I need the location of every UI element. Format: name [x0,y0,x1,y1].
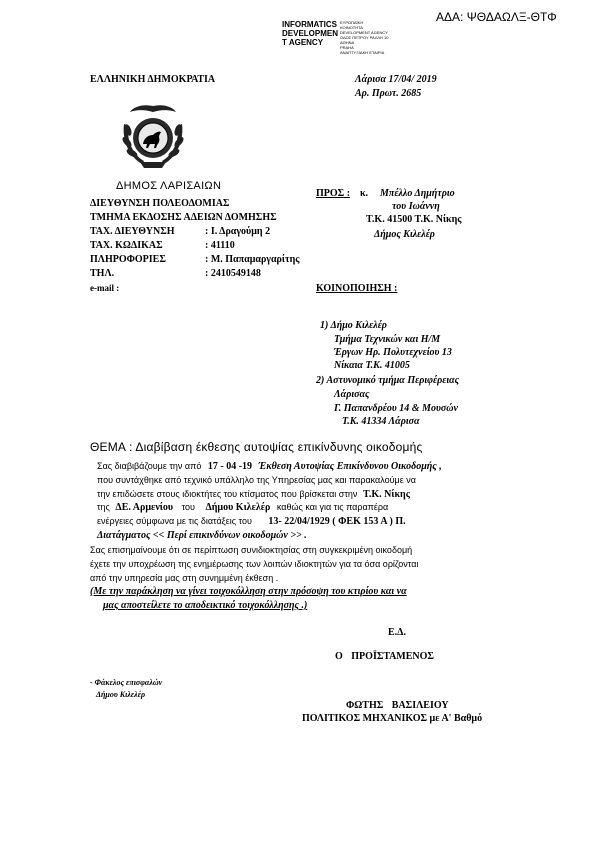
municipality-name: ΔΗΜΟΣ ΛΑΡΙΣΑΙΩΝ [116,180,222,192]
stamp-line: DEVELOPMEN [282,29,339,38]
municipality-logo [120,104,186,178]
cc-line: Νίκαια Τ.Κ. 41005 [334,360,410,371]
stamp-line: ΕΥΡΩΠΑΪΚΗ [340,20,364,25]
body-line-2: που συντάχθηκε από τεχνικό υπάλληλο της Υπηρεσίας μας και παρακαλούμε να [97,475,416,485]
cc-line: 2) Αστυνομικό τμήμα Περιφέρειας [316,375,460,386]
sender-label: ΤΗΛ. [90,268,115,279]
sender-label: ΤΑΧ. ΚΩΔΙΚΑΣ [90,240,163,251]
body-line-4 [97,502,388,513]
ada-code: ΑΔΑ: ΨΘΔΑΩΛΞ-ΘΤΦ [436,10,557,24]
body-report-title: Έκθεση Αυτοψίας Επικίνδυνου Οικοδομής , [258,461,442,472]
protocol-number: Αρ. Πρωτ. 2685 [355,88,422,99]
subject-line: ΘΕΜΑ : Διαβίβαση έκθεσης αυτοψίας επικίνδυνης οικοδομής [90,440,423,454]
sender-value: : Μ. Παπαμαργαρίτης [205,254,300,265]
republic-heading: ΕΛΛΗΝΙΚΗ ΔΗΜΟΚΡΑΤΙΑ [90,74,216,85]
stamp-line: ΟΔΟΣ ΠΕΤΡΟΥ ΡΑΛΛΗ 10 [340,35,389,40]
cc-line: 1) Δήμο Κιλελέρ [320,320,387,331]
stamp-right [340,20,389,55]
cc-line: Γ. Παπανδρέου 14 & Μουσών [334,403,458,414]
stamp-line: PRAHA [340,45,354,50]
body-line-8: έχετε την υποχρέωση της ενημέρωσης των λοιπών ιδιοκτητών για τα όσα ορίζονται [90,559,419,569]
body-decree: 13- 22/04/1929 ( ΦΕΚ 153 Α ) Π. [268,516,406,527]
sender-value: : 2410549148 [205,268,261,279]
recipient-prefix: κ. [360,188,369,199]
cc-line: Τμήμα Τεχνικών και Η/Μ [334,334,441,345]
cc-label: ΚΟΙΝΟΠΟΙΗΣΗ : [316,283,398,294]
body-line-3 [97,489,410,500]
stamp-line: ΚΟΙΝΟΤΗΤΑ [340,25,363,30]
body-request-1: (Με την παράκληση να γίνει τοιχοκόλληση στην πρόσοψη του κτιρίου και να [90,586,407,597]
stamp-line: T AGENCY [282,38,324,47]
directorate: ΔΙΕΥΘΥΝΣΗ ΠΟΛΕΟΔΟΜΙΑΣ [90,198,230,209]
cc-line: Λάρισας [334,389,370,400]
body-line-7: Σας επισημαίνουμε ότι σε περίπτωση συνιδιοκτησίας στη συγκεκριμένη οικοδομή [90,545,413,555]
cc-line: Τ.Κ. 41334 Λάρισα [342,416,420,427]
body-request-2: μας αποστείλετε το αποδεικτικό τοιχοκόλλησης .) [103,600,308,611]
stamp-line: INFORMATICS [282,20,337,29]
recipient-line: του Ιωάννη [392,201,440,212]
closing-ed: Ε.Δ. [388,627,406,638]
department: ΤΜΗΜΑ ΕΚΔΟΣΗΣ ΑΔΕΙΩΝ ΔΟΜΗΣΗΣ [90,212,277,223]
body-date: 17 - 04 -19 [207,461,253,472]
signatory-role: ΠΟΛΙΤΙΚΟΣ ΜΗΧΑΝΙΚΟΣ με Α' Βαθμό [302,713,483,724]
body-line-1 [97,461,442,472]
body-text: ενέργειες σύμφωνα με τις διατάξεις του [97,516,252,526]
sender-label: ΠΛΗΡΟΦΟΡΙΕΣ [90,254,166,265]
stamp-line: DEVELOPMENT AGENCY [340,30,388,35]
body-location: Τ.Κ. Νίκης [362,489,410,500]
sender-label: ΤΑΧ. ΔΙΕΥΘΥΝΣΗ [90,226,175,237]
document-date: Λάρισα 17/04/ 2019 [355,74,437,85]
body-line-6: Διατάγματος << Περί επικινδύνων οικοδομών >> . [97,530,307,541]
body-text: του [181,502,195,512]
sender-label: e-mail : [90,283,120,293]
body-line-9: από την υπηρεσία μας στη συνημμένη έκθεση . [90,573,279,583]
recipient-line: Δήμος Κιλελέρ [374,229,435,240]
body-text: της [97,502,110,512]
body-text: καθώς και για τις παραπέρα [276,502,389,512]
cc-line: Έργων Ηρ. Πολυτεχνείου 13 [334,347,452,358]
sender-value: : 41110 [205,240,235,251]
body-unit: ΔΕ. Αρμενίου [115,502,174,513]
sender-value: : Ι. Δραγούμη 2 [205,226,271,237]
stamp-line: ΑΘΗΝΑ [340,40,355,45]
stamp-left [282,20,338,47]
body-text: Σας διαβιβάζουμε την από [97,461,202,471]
stamp-line: ΑΝΑΠΤΥΞΙΑΚΗ ΕΤΑΙΡΙΑ [340,50,385,55]
recipient-line: Μπέλλο Δημήτριο [380,188,455,199]
body-text: την επιδώσετε στους ιδιοκτήτες του κτίσματος που βρίσκεται στην [97,489,358,499]
recipient-line: Τ.Κ. 41500 Τ.Κ. Νίκης [366,214,462,225]
body-line-5 [97,516,406,527]
footer-note-line: - Φάκελος επισφαλών [90,678,163,687]
footer-note-line: Δήμου Κιλελέρ [96,690,146,699]
signatory-name: ΦΩΤΗΣ ΒΑΣΙΛΕΙΟΥ [346,700,449,711]
recipient-label: ΠΡΟΣ : [316,188,351,199]
closing-title: Ο ΠΡΟΪΣΤΑΜΕΝΟΣ [335,651,434,662]
body-municipality: Δήμου Κιλελέρ [205,502,271,513]
